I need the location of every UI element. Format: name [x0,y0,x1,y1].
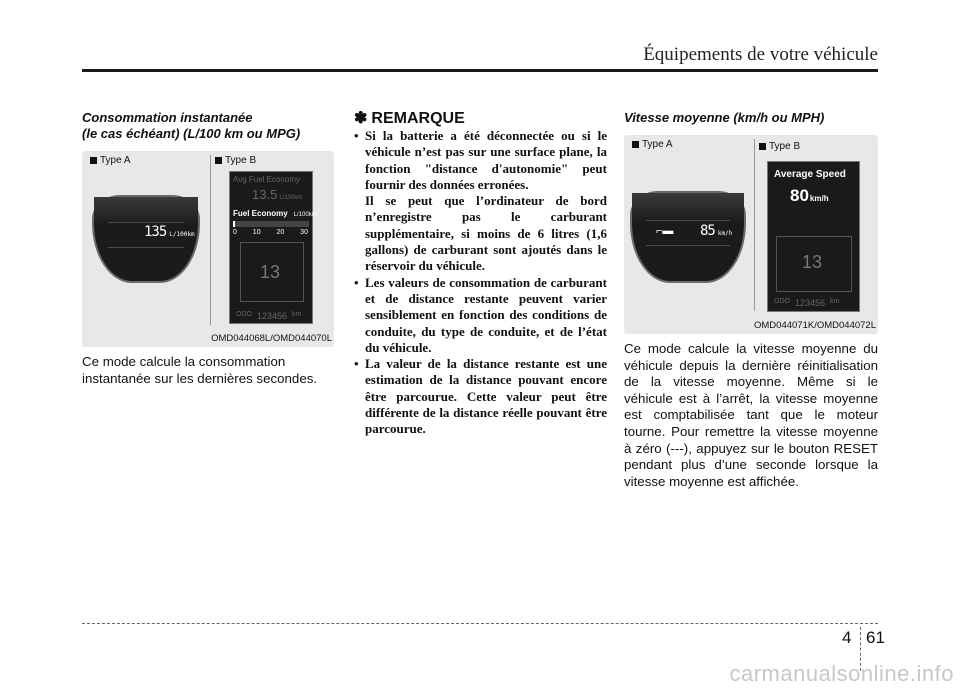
lcd-odo-value: 123456 [794,298,825,308]
figure-caption: OMD044068L/OMD044070L [211,333,332,344]
lcd-fuel-label: Fuel Economy [233,209,288,218]
figure-label-type-b-text: Type B [769,141,801,152]
figure-label-type-b-text: Type B [225,155,257,166]
lcd-avg-label: Avg Fuel Economy [233,175,300,184]
cluster-line [646,220,730,221]
list-item [354,128,607,275]
cluster-readout [144,224,195,240]
lcd-fuel-unit: L/100km [293,212,317,218]
list-item [354,275,607,356]
lcd-scale-tick: 20 [276,229,285,236]
column-remark [354,110,607,438]
remark-text: Si la batterie a été déconnectée ou si le véhicule n’est pas sur une surface plane, la fonction "distance d'autonomie" peut fournir des données erronées. [365,128,607,192]
lcd-scale-tick: 30 [300,229,308,236]
asterisk-icon: ✽ [354,110,368,127]
lcd-gear-indicator: 13 [260,262,281,282]
figure-instant-consumption [82,151,334,347]
figure-caption: OMD044071K/OMD044072L [754,320,876,331]
lcd-speed-value: 80 [790,186,809,205]
bullet-square-icon [759,143,766,150]
bullet-square-icon [215,157,222,164]
lcd-fuel-scale [233,229,308,236]
lcd-avg-unit: L/100km [279,195,303,201]
watermark: carmanualsonline.info [729,661,954,686]
figure-label-type-b [215,155,256,166]
figure-divider [210,155,211,325]
lcd-fuel-row [233,209,317,218]
cluster-unit: L/100km [169,231,195,238]
figure-label-type-a-text: Type A [642,139,673,150]
lcd-fuel-bar [233,221,309,227]
remark-extra-text: Il se peut que l’ordinateur de bord n’enregistre pas le carburant supplémentaire, si moins de 6 litres (1,6 gallons) de carburant sont ajoutés dans le réservoir du véhicule. [365,193,607,274]
page-number: 61 [866,628,885,647]
column-average-speed [624,110,878,490]
remark-heading-text: REMARQUE [371,110,465,127]
cluster-unit: km/h [717,230,733,237]
lcd-odo-label: ODO [774,298,790,305]
speed-icon: ⌐▬ [656,225,674,237]
figure-label-type-b [759,141,800,152]
lcd-odo-label: ODO [236,311,252,318]
lcd-odo-value: 123456 [256,311,287,321]
lcd-scale-tick: 0 [233,229,237,236]
heading-line-1: Consommation instantanée [82,110,253,125]
lcd-display-type-b [767,161,860,312]
figure-divider [754,139,755,311]
figure-label-type-a [90,155,131,166]
lcd-speed-readout [790,186,829,206]
instrument-cluster-type-a [92,195,200,283]
figure-average-speed [624,135,878,334]
cluster-line [108,222,184,223]
remark-text: La valeur de la distance restante est une estimation de la distance pouvant encore être parcourue. Cette valeur peut être différente de la distance réelle pouvant être parcourue. [365,356,607,437]
lcd-display-type-b [229,171,317,324]
lcd-odo-row [774,298,839,308]
paragraph-average-speed: Ce mode calcule la vitesse moyenne du véhicule depuis la dernière réinitialisation de la vitesse moyenne. Même si le véhicule est à l’arrêt, la vitesse moyenne est comptabilisée tant que le moteur tourne. Pour remettre la vitesse moyenne à zéro (---), appuyez sur le bouton RESET pendant plus d’une seconde lorsque la vitesse moyenne est affichée. [624,341,878,489]
lcd-gear-indicator: 13 [802,252,823,272]
lcd-scale-tick: 10 [252,229,261,236]
cluster-value: 135 [144,224,167,240]
lcd-odo-row [236,311,301,321]
cluster-value: 85 [700,223,715,239]
cluster-readout [700,223,732,239]
list-item [354,356,607,437]
remark-list [354,128,607,438]
cluster-line [108,247,184,248]
cluster-line [646,245,730,246]
instrument-cluster-type-a [630,191,746,283]
lcd-odo-unit: km [292,311,302,318]
figure-label-type-a-text: Type A [100,155,131,166]
figure-label-type-a [632,139,673,150]
section-title: Équipements de votre véhicule [643,44,878,65]
remark-heading [354,110,607,128]
column-instant-consumption [82,110,334,387]
lcd-avg-readout [252,187,302,202]
heading-average-speed: Vitesse moyenne (km/h ou MPH) [624,110,825,125]
lcd-avg-value: 13.5 [252,187,278,202]
heading-instant-consumption [82,110,334,142]
paragraph-instant-consumption: Ce mode calcule la consommation instantanée sur les dernières secondes. [82,354,318,386]
header-rule [82,69,878,72]
bullet-square-icon [90,157,97,164]
bullet-square-icon [632,141,639,148]
lcd-fuel-bar-fill [233,221,235,227]
footer-rule [82,623,878,624]
lcd-title: Average Speed [774,169,846,180]
lcd-speed-unit: km/h [809,194,829,203]
lcd-odo-unit: km [830,298,840,305]
heading-line-2: (le cas échéant) (L/100 km ou MPG) [82,126,301,141]
remark-text: Les valeurs de consommation de carburant et de distance restante peuvent varier sensiblement en fonction des conditions de conduite, du type de conduite, et de l’état du véhicule. [365,274,607,355]
chapter-number: 4 [842,628,852,647]
